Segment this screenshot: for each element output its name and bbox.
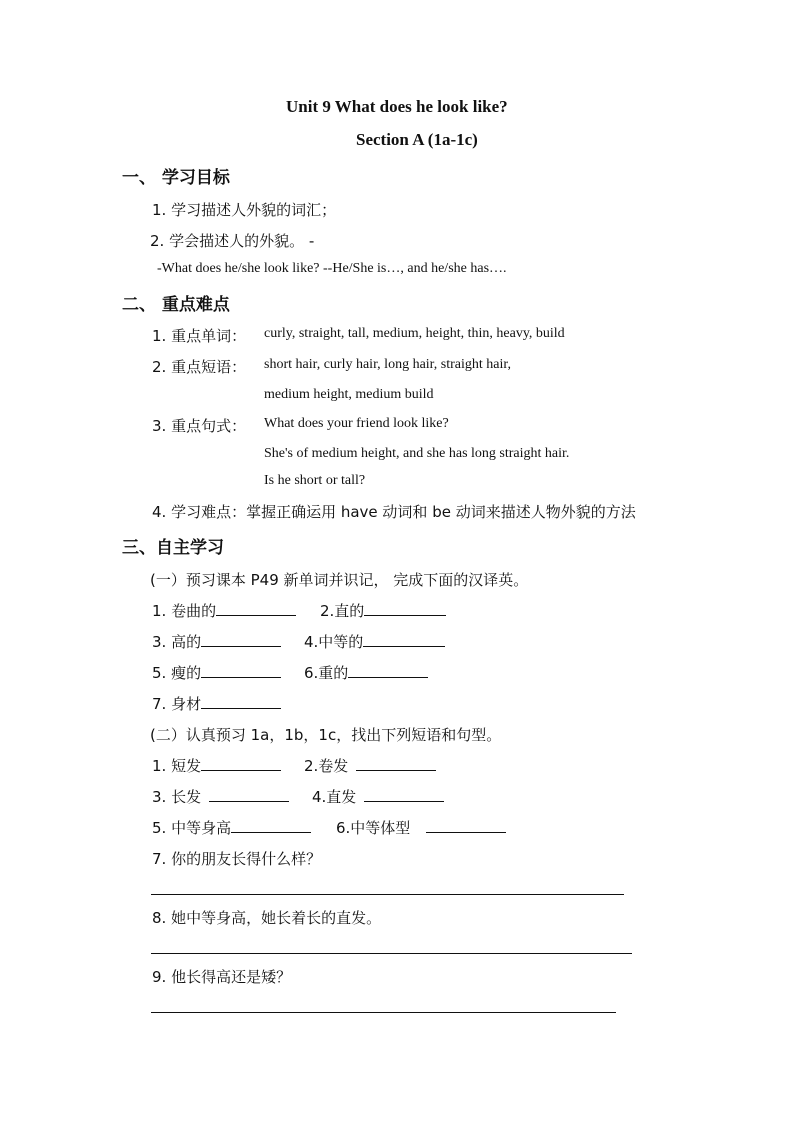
answer-blank[interactable] xyxy=(364,787,444,802)
vocab-prompt: 4.中等的 xyxy=(304,633,364,651)
goal-item-2: 2. 学会描述人的外貌。 - xyxy=(150,232,315,250)
difficulty-point: 4. 学习难点：掌握正确运用 have 动词和 be 动词来描述人物外貌的方法 xyxy=(152,503,636,521)
section-heading-key-points: 二、 重点难点 xyxy=(122,295,230,315)
sentence-question-7: 7. 你的朋友长得什么样？ xyxy=(152,850,322,868)
answer-line[interactable] xyxy=(151,1012,616,1013)
part1-intro: (一）预习课本 P49 新单词并识记， 完成下面的汉译英。 xyxy=(150,571,529,589)
phrase-prompt: 4.直发 xyxy=(312,788,357,806)
phrase-question xyxy=(312,786,444,807)
key-words: curly, straight, tall, medium, height, thin, heavy, build xyxy=(264,326,565,341)
answer-blank[interactable] xyxy=(363,632,445,647)
key-phrases-line-1: short hair, curly hair, long hair, straight hair, xyxy=(264,357,511,372)
phrase-prompt: 3. 长发 xyxy=(152,788,202,806)
key-phrases-line-2: medium height, medium build xyxy=(264,387,434,402)
page-title: Unit 9 What does he look like? xyxy=(286,97,508,116)
vocab-question xyxy=(152,693,281,714)
page-subtitle: Section A (1a-1c) xyxy=(356,130,478,149)
part2-intro: (二）认真预习 1a，1b，1c，找出下列短语和句型。 xyxy=(150,726,502,744)
sentence-question-9: 9. 他长得高还是矮？ xyxy=(152,968,292,986)
phrase-prompt: 6.中等体型 xyxy=(336,819,411,837)
phrase-prompt: 1. 短发 xyxy=(152,757,202,775)
vocab-prompt: 1. 卷曲的 xyxy=(152,602,217,620)
answer-blank[interactable] xyxy=(201,756,281,771)
phrase-question xyxy=(152,786,289,807)
phrase-prompt: 2.卷发 xyxy=(304,757,349,775)
answer-line[interactable] xyxy=(151,953,632,954)
vocab-question xyxy=(304,631,445,652)
answer-blank[interactable] xyxy=(201,632,281,647)
vocab-prompt: 5. 瘦的 xyxy=(152,664,202,682)
vocab-question xyxy=(152,631,281,652)
phrase-question xyxy=(152,817,311,838)
answer-blank[interactable] xyxy=(426,818,506,833)
goal-item-1: 1. 学习描述人外貌的词汇； xyxy=(152,201,337,219)
phrase-prompt: 5. 中等身高 xyxy=(152,819,232,837)
answer-blank[interactable] xyxy=(364,601,446,616)
vocab-prompt: 2.直的 xyxy=(320,602,365,620)
answer-blank[interactable] xyxy=(209,787,289,802)
phrase-question xyxy=(336,817,506,838)
phrase-question xyxy=(152,755,281,776)
section-heading-self-study: 三、自主学习 xyxy=(122,538,224,558)
vocab-prompt: 6.重的 xyxy=(304,664,349,682)
answer-blank[interactable] xyxy=(201,663,281,678)
vocab-question xyxy=(320,600,446,621)
key-words-label: 1. 重点单词： xyxy=(152,327,247,345)
sentence-question-8: 8. 她中等身高，她长着长的直发。 xyxy=(152,909,382,927)
key-sentence-1: What does your friend look like? xyxy=(264,416,449,431)
answer-blank[interactable] xyxy=(201,694,281,709)
key-phrases-label: 2. 重点短语： xyxy=(152,358,247,376)
vocab-prompt: 7. 身材 xyxy=(152,695,202,713)
answer-line[interactable] xyxy=(151,894,624,895)
answer-blank[interactable] xyxy=(348,663,428,678)
section-heading-goals: 一、 学习目标 xyxy=(122,168,230,188)
goal-dialog: -What does he/she look like? --He/She is…, and he/she has…. xyxy=(157,261,507,276)
answer-blank[interactable] xyxy=(231,818,311,833)
answer-blank[interactable] xyxy=(216,601,296,616)
key-sentence-3: Is he short or tall? xyxy=(264,473,366,488)
key-sentence-2: She's of medium height, and she has long straight hair. xyxy=(264,446,570,461)
vocab-question xyxy=(152,662,281,683)
answer-blank[interactable] xyxy=(356,756,436,771)
key-sentences-label: 3. 重点句式： xyxy=(152,417,247,435)
vocab-question xyxy=(304,662,428,683)
phrase-question xyxy=(304,755,436,776)
vocab-question xyxy=(152,600,296,621)
vocab-prompt: 3. 高的 xyxy=(152,633,202,651)
